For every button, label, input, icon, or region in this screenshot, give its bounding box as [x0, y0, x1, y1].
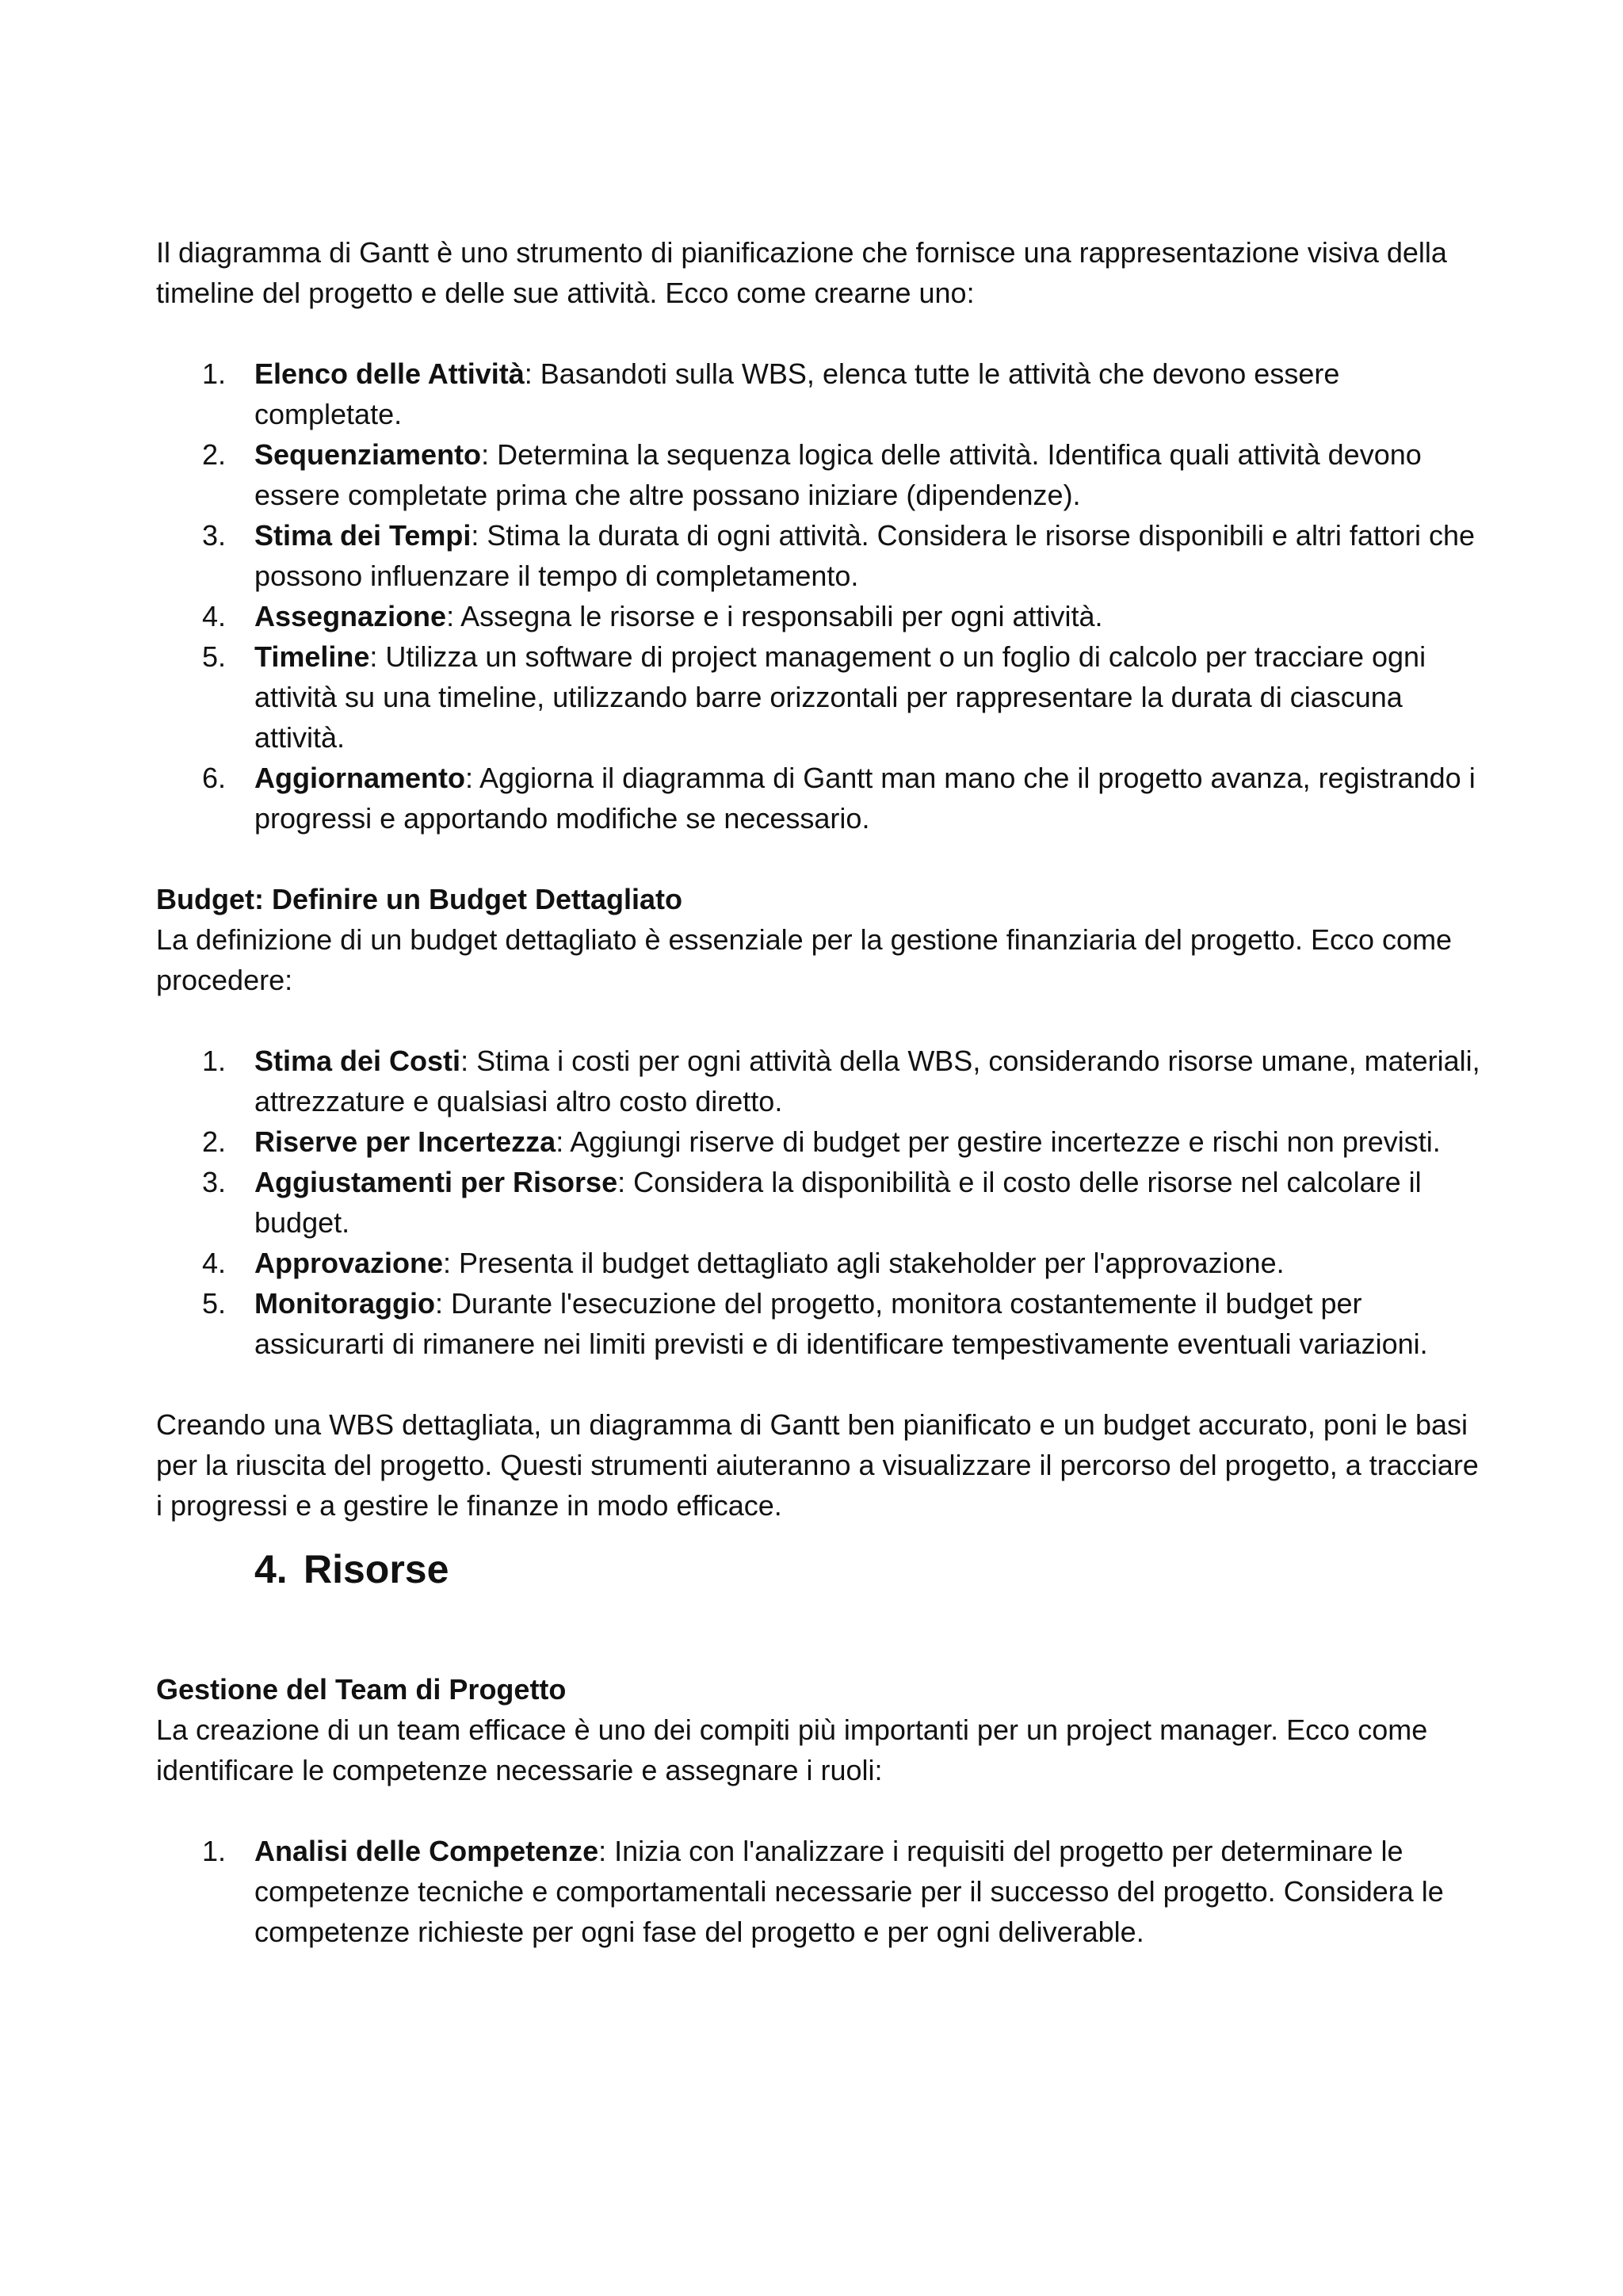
list-text: : Assegna le risorse e i responsabili per ogni attività.	[446, 600, 1103, 632]
section-heading	[156, 1545, 1487, 1593]
list-item	[156, 758, 1487, 839]
list-term: Elenco delle Attività	[254, 357, 525, 390]
gantt-intro-paragraph: Il diagramma di Gantt è uno strumento di pianificazione che fornisce una rappresentazione visiva della timeline del progetto e delle sue attività. Ecco come crearne uno:	[156, 236, 1447, 309]
conclusion-paragraph: Creando una WBS dettagliata, un diagramma di Gantt ben pianificato e un budget accurato, poni le basi per la riuscita del progetto. Questi strumenti aiuteranno a visualizzare il percorso del progetto, a tracciare i progressi e a gestire le finanze in modo efficace.	[156, 1408, 1479, 1522]
list-text: : Inizia con l'analizzare i requisiti del progetto per determinare le competenze tecniche e comportamentali necessarie per il successo del progetto. Considera le competenze richieste per ogni fase del progetto e per ogni deliverable.	[254, 1835, 1444, 1948]
list-text: : Presenta il budget dettagliato agli stakeholder per l'approvazione.	[443, 1247, 1285, 1279]
team-intro-paragraph: La creazione di un team efficace è uno dei compiti più importanti per un project manager. Ecco come identificare le competenze necessarie e assegnare i ruoli:	[156, 1713, 1428, 1786]
list-number: 3.	[202, 1166, 227, 1198]
team-heading: Gestione del Team di Progetto	[156, 1673, 567, 1706]
list-term: Stima dei Costi	[254, 1045, 461, 1077]
budget-heading: Budget: Definire un Budget Dettagliato	[156, 883, 682, 915]
list-text: : Aggiorna il diagramma di Gantt man mano che il progetto avanza, registrando i progressi e apportando modifiche se necessario.	[254, 762, 1476, 835]
list-text: : Stima la durata di ogni attività. Considera le risorse disponibili e altri fattori che possono influenzare il tempo di completamento.	[254, 519, 1476, 592]
list-text: : Considera la disponibilità e il costo delle risorse nel calcolare il budget.	[254, 1166, 1422, 1239]
list-item	[156, 1831, 1487, 1952]
list-number: 2.	[202, 438, 227, 471]
list-number: 5.	[202, 1287, 227, 1320]
list-term: Aggiustamenti per Risorse	[254, 1166, 618, 1198]
list-term: Analisi delle Competenze	[254, 1835, 599, 1867]
list-item	[156, 434, 1487, 515]
list-text: : Durante l'esecuzione del progetto, monitora costantemente il budget per assicurarti di rimanere nei limiti previsti e di identificare tempestivamente eventuali variazioni.	[254, 1287, 1428, 1360]
list-number: 6.	[202, 762, 227, 794]
list-item	[156, 353, 1487, 434]
list-text: : Aggiungi riserve di budget per gestire incertezze e rischi non previsti.	[556, 1125, 1441, 1158]
list-item	[156, 1243, 1487, 1283]
list-item	[156, 1121, 1487, 1162]
list-number: 1.	[202, 357, 227, 390]
list-item	[156, 636, 1487, 758]
gantt-steps-list	[156, 353, 1487, 839]
list-term: Monitoraggio	[254, 1287, 435, 1320]
list-item	[156, 596, 1487, 636]
section-title: Risorse	[304, 1547, 449, 1591]
list-number: 2.	[202, 1125, 227, 1158]
list-term: Riserve per Incertezza	[254, 1125, 556, 1158]
list-item	[156, 1041, 1487, 1121]
list-term: Sequenziamento	[254, 438, 482, 471]
section-number: 4.	[254, 1547, 288, 1591]
list-term: Approvazione	[254, 1247, 444, 1279]
document-page	[156, 232, 1487, 1952]
list-number: 1.	[202, 1045, 227, 1077]
list-number: 5.	[202, 640, 227, 673]
team-steps-list	[156, 1831, 1487, 1952]
list-term: Assegnazione	[254, 600, 447, 632]
list-term: Stima dei Tempi	[254, 519, 472, 552]
list-item	[156, 1162, 1487, 1243]
list-text: : Utilizza un software di project management o un foglio di calcolo per tracciare ogni attività su una timeline, utilizzando barre orizzontali per rappresentare la durata di ciascuna attività.	[254, 640, 1426, 754]
list-text: : Determina la sequenza logica delle attività. Identifica quali attività devono essere completate prima che altre possano iniziare (dipendenze).	[254, 438, 1422, 511]
list-item	[156, 1283, 1487, 1364]
list-number: 4.	[202, 1247, 227, 1279]
budget-steps-list	[156, 1041, 1487, 1364]
list-number: 4.	[202, 600, 227, 632]
list-item	[156, 515, 1487, 596]
list-number: 3.	[202, 519, 227, 552]
list-term: Aggiornamento	[254, 762, 465, 794]
budget-intro-paragraph: La definizione di un budget dettagliato è essenziale per la gestione finanziaria del progetto. Ecco come procedere:	[156, 923, 1453, 996]
list-number: 1.	[202, 1835, 227, 1867]
list-text: : Stima i costi per ogni attività della WBS, considerando risorse umane, materiali, attrezzature e qualsiasi altro costo diretto.	[254, 1045, 1480, 1117]
list-term: Timeline	[254, 640, 370, 673]
list-text: : Basandoti sulla WBS, elenca tutte le attività che devono essere completate.	[254, 357, 1340, 430]
